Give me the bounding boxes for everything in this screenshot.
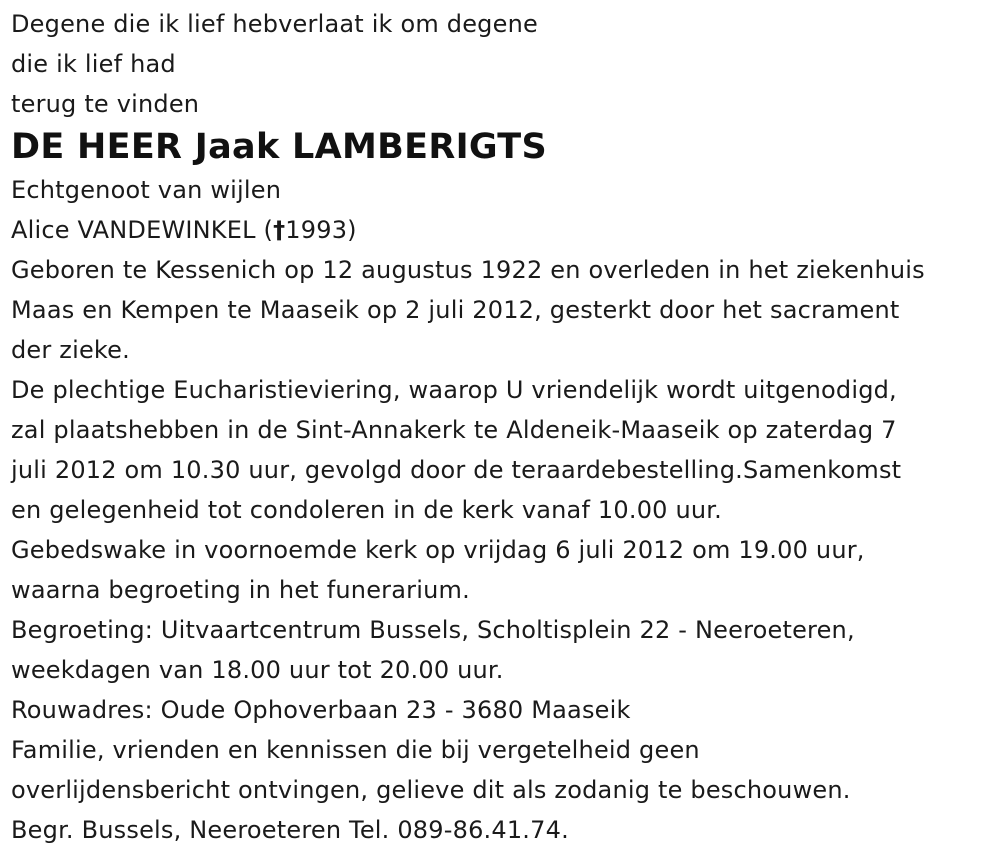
body-line: Geboren te Kessenich op 12 augustus 1922 en overleden in het ziekenhuis bbox=[11, 256, 925, 284]
body-line: der zieke. bbox=[11, 336, 130, 364]
spouse-name-prefix: Alice VANDEWINKEL ( bbox=[11, 216, 274, 244]
body-line: Rouwadres: Oude Ophoverbaan 23 - 3680 Maaseik bbox=[11, 696, 631, 724]
body-line: juli 2012 om 10.30 uur, gevolgd door de teraardebestelling.Samenkomst bbox=[11, 456, 902, 484]
spouse-line: Echtgenoot van wijlen bbox=[11, 176, 282, 204]
body-line: waarna begroeting in het funerarium. bbox=[11, 576, 470, 604]
body-line: Begroeting: Uitvaartcentrum Bussels, Scholtisplein 22 - Neeroeteren, bbox=[11, 616, 855, 644]
spouse-death-year: 1993) bbox=[285, 216, 357, 244]
body-line: Begr. Bussels, Neeroeteren Tel. 089-86.41.74. bbox=[11, 816, 569, 844]
body-line: weekdagen van 18.00 uur tot 20.00 uur. bbox=[11, 656, 504, 684]
body-line: zal plaatshebben in de Sint-Annakerk te Aldeneik-Maaseik op zaterdag 7 bbox=[11, 416, 897, 444]
intro-line: die ik lief had bbox=[11, 50, 176, 78]
body-line: overlijdensbericht ontvingen, gelieve dit als zodanig te beschouwen. bbox=[11, 776, 851, 804]
body-line: Gebedswake in voornoemde kerk op vrijdag 6 juli 2012 om 19.00 uur, bbox=[11, 536, 865, 564]
obituary-notice bbox=[11, 4, 991, 850]
spouse-name-line bbox=[11, 210, 991, 250]
body-line: Maas en Kempen te Maaseik op 2 juli 2012, gesterkt door het sacrament bbox=[11, 296, 900, 324]
body-line: en gelegenheid tot condoleren in de kerk vanaf 10.00 uur. bbox=[11, 496, 722, 524]
body-line: De plechtige Eucharistieviering, waarop U vriendelijk wordt uitgenodigd, bbox=[11, 376, 897, 404]
intro-line: terug te vinden bbox=[11, 90, 200, 118]
intro-line: Degene die ik lief hebverlaat ik om degene bbox=[11, 10, 538, 38]
body-line: Familie, vrienden en kennissen die bij vergetelheid geen bbox=[11, 736, 700, 764]
deceased-name-title: DE HEER Jaak LAMBERIGTS bbox=[11, 127, 547, 167]
cross-icon: † bbox=[273, 216, 286, 244]
